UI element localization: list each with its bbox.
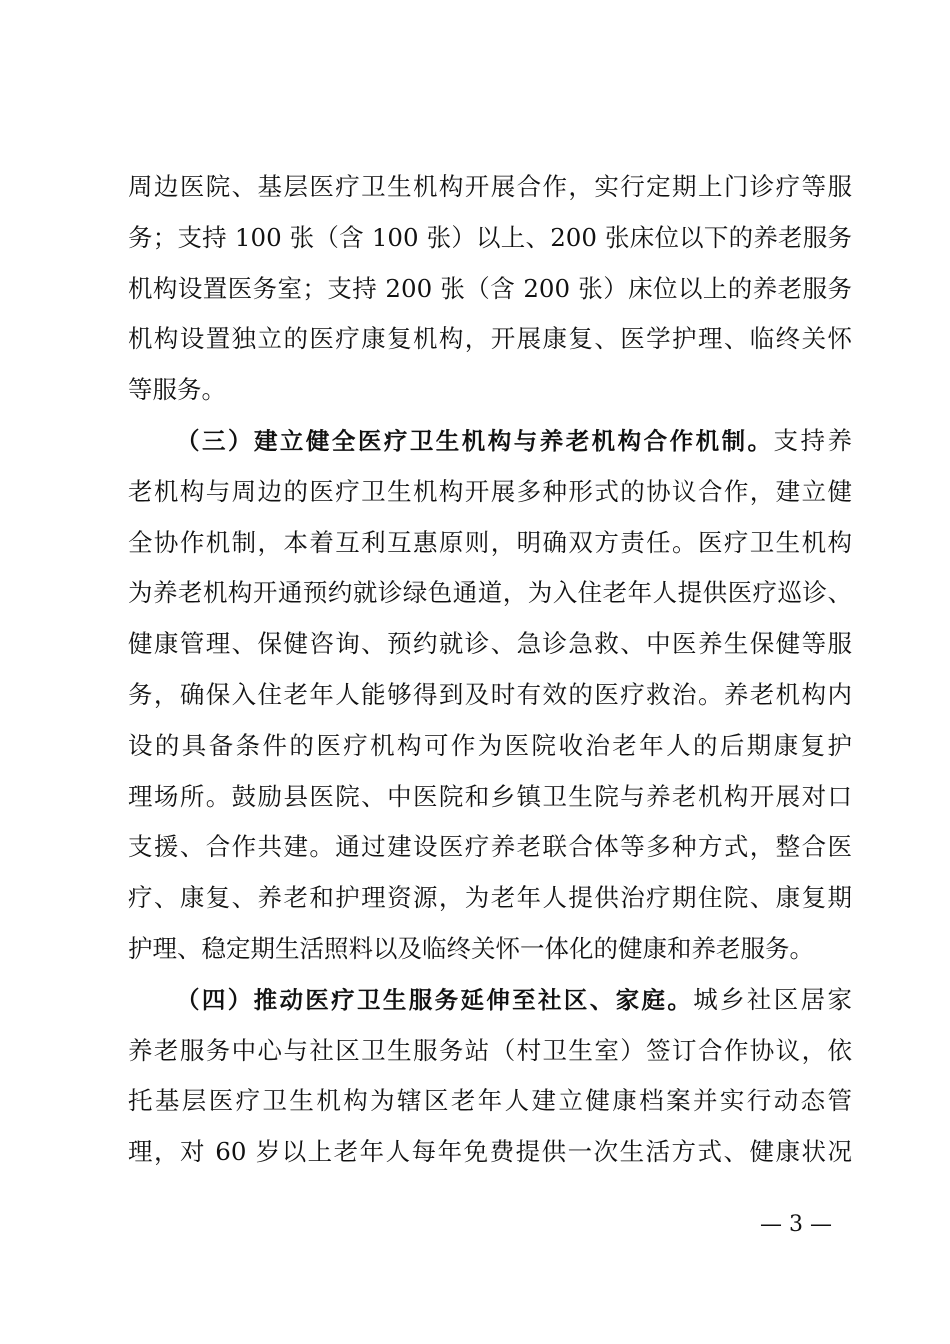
text-line: 机构设置医务室；支持 200 张（含 200 张）床位以上的养老服务 [128,273,852,303]
text-line: 务；支持 100 张（含 100 张）以上、200 张床位以下的养老服务 [128,222,852,252]
text-line: 托基层医疗卫生机构为辖区老年人建立健康档案并实行动态管 [128,1086,852,1116]
text-line: 护理、稳定期生活照料以及临终关怀一体化的健康和养老服务。 [128,933,814,963]
text-line: 机构设置独立的医疗康复机构，开展康复、医学护理、临终关怀 [128,324,852,354]
text-line: 等服务。 [128,375,226,405]
text-line: 养老服务中心与社区卫生服务站（村卫生室）签订合作协议，依 [128,1035,852,1065]
text-line: 为养老机构开通预约就诊绿色通道，为入住老年人提供医疗巡诊、 [128,578,852,608]
section-4-paragraph [128,980,852,1183]
text-line: 支援、合作共建。通过建设医疗养老联合体等多种方式，整合医 [128,832,852,862]
text-line: 设的具备条件的医疗机构可作为医院收治老年人的后期康复护 [128,730,852,760]
text-line: 理，对 60 岁以上老年人每年免费提供一次生活方式、健康状况 [128,1137,852,1167]
page-number: — 3 — [760,1212,832,1237]
section-3-paragraph [128,421,852,980]
text-line: 理场所。鼓励县医院、中医院和乡镇卫生院与养老机构开展对口 [128,781,852,811]
text-line: 疗、康复、养老和护理资源，为老年人提供治疗期住院、康复期 [128,883,852,913]
paragraph-intro [128,167,852,421]
section-3-heading: （三）建立健全医疗卫生机构与养老机构合作机制。 [176,426,774,455]
text-line: 务，确保入住老年人能够得到及时有效的医疗救治。养老机构内 [128,679,852,709]
section-4-first-line-rest: 城乡社区居家 [693,984,853,1014]
document-body [128,167,852,1183]
section-3-first-line-rest: 支持养 [773,425,853,455]
text-line: 周边医院、基层医疗卫生机构开展合作，实行定期上门诊疗等服 [128,172,852,201]
section-4-heading: （四）推动医疗卫生服务延伸至社区、家庭。 [176,985,694,1014]
section-3-first-line [128,421,852,472]
section-4-first-line [128,980,852,1031]
text-line: 全协作机制，本着互利互惠原则，明确双方责任。医疗卫生机构 [128,527,852,557]
text-line: 老机构与周边的医疗卫生机构开展多种形式的协议合作，建立健 [128,476,852,506]
text-line: 健康管理、保健咨询、预约就诊、急诊急救、中医养生保健等服 [128,629,852,659]
